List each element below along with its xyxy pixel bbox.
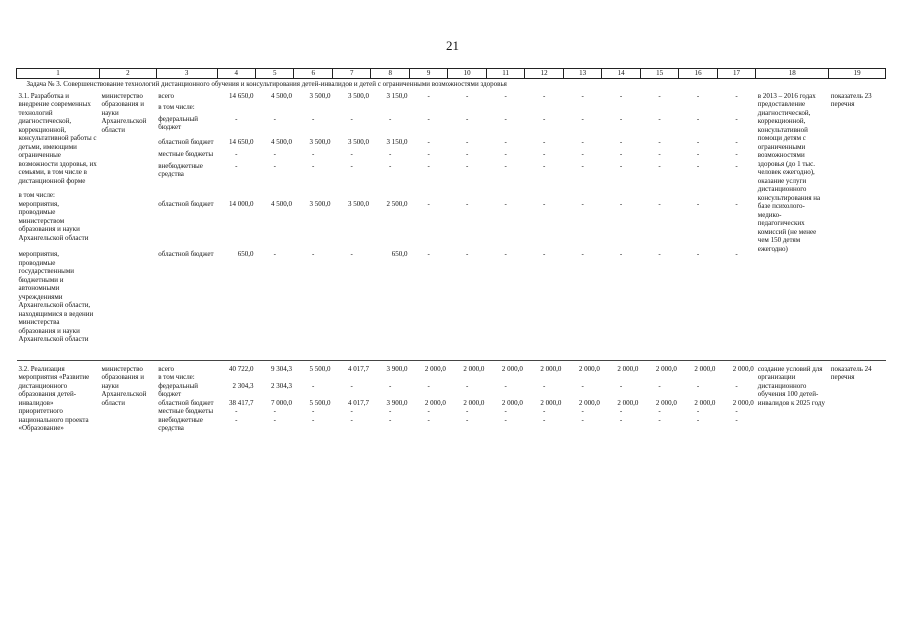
value-cell: - bbox=[235, 149, 238, 158]
empty-cell bbox=[563, 103, 601, 115]
value-cell: - bbox=[312, 415, 315, 424]
empty-cell bbox=[100, 200, 157, 251]
indicator: показатель 24 перечня bbox=[830, 364, 872, 381]
value-cell: - bbox=[735, 250, 738, 258]
value-cell: - bbox=[581, 91, 584, 100]
value-cell: - bbox=[235, 114, 238, 123]
value-cell: - bbox=[735, 199, 738, 208]
value-cell: - bbox=[312, 407, 315, 415]
value-cell: - bbox=[696, 161, 700, 170]
empty-cell bbox=[486, 103, 524, 115]
value-cell: - bbox=[658, 114, 661, 123]
in-that-number-row bbox=[17, 185, 886, 200]
block-row bbox=[17, 92, 886, 104]
value-cell: 3 500,0 bbox=[309, 91, 331, 100]
value-cell: 4 500,0 bbox=[270, 199, 292, 208]
value-cell: 2 000,0 bbox=[655, 364, 677, 373]
header-cell: 19 bbox=[829, 69, 886, 79]
value-cell: - bbox=[658, 91, 661, 100]
header-cell: 16 bbox=[679, 69, 717, 79]
value-cell: - bbox=[619, 161, 623, 170]
value-cell: - bbox=[427, 199, 430, 208]
empty-cell bbox=[294, 103, 332, 115]
funding-source: местные бюджеты bbox=[158, 407, 214, 415]
value-cell: - bbox=[427, 91, 430, 100]
value-cell: - bbox=[542, 138, 546, 147]
empty-cell bbox=[679, 373, 717, 382]
empty-cell bbox=[640, 103, 678, 115]
value-cell: - bbox=[465, 161, 469, 170]
value-cell: 14 000,0 bbox=[229, 199, 254, 208]
value-cell: - bbox=[542, 415, 546, 424]
value-cell: 3 900,0 bbox=[386, 398, 408, 407]
value-cell: - bbox=[389, 381, 392, 390]
value-cell: - bbox=[581, 199, 584, 208]
value-cell: - bbox=[619, 381, 623, 390]
value-cell: 14 650,0 bbox=[229, 91, 254, 100]
value-cell: - bbox=[389, 407, 392, 415]
value-cell: - bbox=[696, 199, 700, 208]
value-cell: 650,0 bbox=[391, 250, 408, 258]
header-cell: 17 bbox=[717, 69, 755, 79]
empty-cell bbox=[332, 373, 370, 382]
value-cell: 650,0 bbox=[237, 250, 254, 258]
value-cell: - bbox=[350, 161, 353, 170]
value-cell: - bbox=[312, 161, 315, 170]
value-cell: - bbox=[658, 161, 661, 170]
empty-cell bbox=[717, 103, 755, 115]
value-cell: 3 500,0 bbox=[309, 199, 331, 208]
value-cell: - bbox=[273, 161, 276, 170]
value-cell: - bbox=[312, 381, 315, 390]
value-cell: - bbox=[504, 138, 507, 147]
value-cell: - bbox=[465, 91, 469, 100]
empty-cell bbox=[409, 103, 447, 115]
value-cell: - bbox=[273, 114, 276, 123]
value-cell: - bbox=[696, 407, 700, 415]
value-cell: - bbox=[273, 415, 276, 424]
expected-result: создание условий для организации дистанционного обучения 100 детей-инвалидов к 2025 году bbox=[757, 364, 825, 407]
value-cell: 2 000,0 bbox=[578, 364, 600, 373]
sub-activity-row bbox=[17, 200, 886, 251]
value-cell: 3 150,0 bbox=[386, 138, 408, 147]
value-cell: 14 650,0 bbox=[229, 138, 254, 147]
header-cell: 11 bbox=[486, 69, 524, 79]
empty-cell bbox=[217, 373, 255, 382]
value-cell: - bbox=[619, 138, 623, 147]
value-cell: - bbox=[465, 149, 469, 158]
in-that-number: в том числе: bbox=[18, 191, 55, 199]
program-activities-table bbox=[16, 68, 886, 433]
value-cell: - bbox=[658, 381, 661, 390]
value-cell: - bbox=[581, 407, 584, 415]
value-cell: - bbox=[619, 91, 623, 100]
value-cell: - bbox=[542, 407, 546, 415]
value-cell: - bbox=[658, 415, 661, 424]
empty-cell bbox=[256, 103, 294, 115]
empty-cell bbox=[486, 373, 524, 382]
header-cell: 8 bbox=[371, 69, 409, 79]
value-cell: 2 000,0 bbox=[501, 398, 523, 407]
executor: министерство образования и науки Архангельской области bbox=[101, 91, 147, 134]
value-cell: - bbox=[465, 381, 469, 390]
funding-source: областной бюджет bbox=[158, 199, 214, 208]
empty-cell bbox=[256, 373, 294, 382]
value-cell: - bbox=[542, 199, 546, 208]
value-cell: - bbox=[735, 114, 738, 123]
value-cell: - bbox=[465, 415, 469, 424]
value-cell: - bbox=[504, 161, 507, 170]
funding-source: федеральный бюджет bbox=[158, 114, 199, 132]
value-cell: 9 304,3 bbox=[270, 364, 292, 373]
value-cell: 2 000,0 bbox=[732, 398, 754, 407]
value-cell: 2 000,0 bbox=[540, 398, 562, 407]
value-cell: 4 500,0 bbox=[270, 91, 292, 100]
value-cell: - bbox=[427, 161, 430, 170]
value-cell: - bbox=[542, 381, 546, 390]
value-cell: 2 000,0 bbox=[424, 364, 446, 373]
value-cell: - bbox=[542, 114, 546, 123]
header-cell: 7 bbox=[332, 69, 370, 79]
value-cell: 3 500,0 bbox=[347, 199, 369, 208]
value-cell: - bbox=[389, 415, 392, 424]
value-cell: 2 000,0 bbox=[463, 364, 485, 373]
value-cell: - bbox=[696, 138, 700, 147]
value-cell: - bbox=[658, 149, 661, 158]
value-cell: - bbox=[735, 91, 738, 100]
value-cell: 2 000,0 bbox=[501, 364, 523, 373]
value-cell: - bbox=[273, 149, 276, 158]
value-cell: - bbox=[696, 415, 700, 424]
value-cell: 38 417,7 bbox=[229, 398, 254, 407]
header-cell: 4 bbox=[217, 69, 255, 79]
empty-cell bbox=[525, 373, 563, 382]
header-cell: 9 bbox=[409, 69, 447, 79]
header-cell: 5 bbox=[256, 69, 294, 79]
value-cell: 4 017,7 bbox=[347, 398, 369, 407]
value-cell: - bbox=[504, 407, 507, 415]
expected-result: в 2013 – 2016 годах предоставление диагностической, коррекционной, консультативной помощи детям с ограниченными возможностями здоровья (до 1 тыс. человек ежегодно), оказание услуги дистанционного консультирования на базе психолого-медико-педагогических комиссий (не менее чем 150 детям ежегодно) bbox=[757, 91, 821, 253]
value-cell: - bbox=[504, 114, 507, 123]
funding-source: внебюджетные средства bbox=[158, 161, 203, 179]
value-cell: - bbox=[619, 407, 623, 415]
sub-activity-name: мероприятия, проводимые государственными бюджетными и автономными учреждениями Архангельской области, находящимися в ведении министерства образования и науки Архангельской области bbox=[18, 250, 94, 343]
value-cell: - bbox=[619, 415, 623, 424]
value-cell: - bbox=[273, 250, 276, 258]
funding-source: областной бюджет bbox=[158, 398, 214, 407]
value-cell: 3 500,0 bbox=[309, 138, 331, 147]
value-cell: 5 500,0 bbox=[309, 398, 331, 407]
empty-cell bbox=[217, 103, 255, 115]
value-cell: - bbox=[658, 138, 661, 147]
executor: министерство образования и науки Архангельской области bbox=[101, 364, 147, 407]
header-cell: 15 bbox=[640, 69, 678, 79]
empty-cell bbox=[563, 373, 601, 382]
funding-source: всего bbox=[158, 91, 175, 100]
empty-cell bbox=[679, 103, 717, 115]
value-cell: - bbox=[581, 161, 584, 170]
value-cell: - bbox=[465, 407, 469, 415]
value-cell: - bbox=[658, 407, 661, 415]
value-cell: - bbox=[235, 407, 238, 415]
sub-activity-name: мероприятия, проводимые министерством образования и науки Архангельской области bbox=[18, 199, 89, 242]
value-cell: - bbox=[427, 114, 430, 123]
activity-name: 3.1. Разработка и внедрение современных технологий диагностической, коррекционной, консультативной работы с детьми, имеющими ограниченные возможности здоровья, их семьями, в том числе в дистанционной форме bbox=[18, 91, 97, 185]
value-cell: 3 500,0 bbox=[347, 138, 369, 147]
funding-source: областной бюджет bbox=[158, 250, 214, 258]
value-cell: - bbox=[504, 149, 507, 158]
value-cell: - bbox=[581, 415, 584, 424]
value-cell: - bbox=[619, 250, 623, 258]
funding-source: в том числе: bbox=[158, 373, 195, 381]
value-cell: - bbox=[350, 381, 353, 390]
value-cell: - bbox=[465, 250, 469, 258]
value-cell: - bbox=[235, 415, 238, 424]
block-row bbox=[17, 365, 886, 374]
value-cell: - bbox=[735, 381, 738, 390]
value-cell: 5 500,0 bbox=[309, 364, 331, 373]
value-cell: - bbox=[581, 114, 584, 123]
value-cell: - bbox=[504, 381, 507, 390]
value-cell: - bbox=[427, 250, 430, 258]
value-cell: - bbox=[504, 199, 507, 208]
value-cell: - bbox=[735, 407, 738, 415]
value-cell: - bbox=[581, 149, 584, 158]
value-cell: 7 000,0 bbox=[270, 398, 292, 407]
value-cell: - bbox=[696, 91, 700, 100]
value-cell: - bbox=[696, 381, 700, 390]
activity-name: 3.2. Реализация мероприятия «Развитие дистанционного образования детей-инвалидов» приоритетного национального проекта «Образование» bbox=[18, 364, 90, 432]
value-cell: - bbox=[312, 114, 315, 123]
value-cell: - bbox=[427, 381, 430, 390]
funding-source: федеральный бюджет bbox=[158, 381, 199, 398]
value-cell: - bbox=[312, 250, 315, 258]
value-cell: 3 900,0 bbox=[386, 364, 408, 373]
empty-cell bbox=[448, 373, 486, 382]
empty-cell bbox=[717, 373, 755, 382]
empty-cell bbox=[602, 103, 640, 115]
value-cell: 4 500,0 bbox=[270, 138, 292, 147]
value-cell: - bbox=[696, 250, 700, 258]
header-row bbox=[17, 69, 886, 79]
value-cell: 2 000,0 bbox=[694, 364, 716, 373]
value-cell: 2 000,0 bbox=[617, 398, 639, 407]
value-cell: - bbox=[350, 250, 353, 258]
header-cell: 13 bbox=[563, 69, 601, 79]
block-separator bbox=[17, 352, 886, 361]
value-cell: - bbox=[427, 415, 430, 424]
funding-source: в том числе: bbox=[158, 103, 195, 112]
value-cell: - bbox=[735, 149, 738, 158]
funding-source: внебюджетные средства bbox=[158, 415, 203, 432]
value-cell: - bbox=[735, 161, 738, 170]
value-cell: - bbox=[581, 250, 584, 258]
header-cell: 2 bbox=[100, 69, 157, 79]
value-cell: - bbox=[619, 149, 623, 158]
value-cell: - bbox=[465, 138, 469, 147]
value-cell: 3 150,0 bbox=[386, 91, 408, 100]
empty-cell bbox=[294, 373, 332, 382]
header-cell: 3 bbox=[156, 69, 217, 79]
value-cell: - bbox=[619, 199, 623, 208]
header-cell: 12 bbox=[525, 69, 563, 79]
value-cell: 4 017,7 bbox=[347, 364, 369, 373]
value-cell: - bbox=[581, 138, 584, 147]
indicator: показатель 23 перечня bbox=[830, 91, 872, 108]
value-cell: - bbox=[350, 415, 353, 424]
value-cell: 2 000,0 bbox=[463, 398, 485, 407]
value-cell: - bbox=[504, 91, 507, 100]
value-cell: - bbox=[542, 250, 546, 258]
value-cell: 2 304,3 bbox=[232, 381, 254, 390]
task-row bbox=[17, 78, 886, 89]
value-cell: - bbox=[389, 161, 392, 170]
header-cell: 10 bbox=[448, 69, 486, 79]
value-cell: - bbox=[696, 149, 700, 158]
funding-source: областной бюджет bbox=[158, 138, 214, 147]
value-cell: - bbox=[465, 199, 469, 208]
value-cell: 2 000,0 bbox=[424, 398, 446, 407]
value-cell: - bbox=[696, 114, 700, 123]
sub-activity-row bbox=[17, 250, 886, 352]
value-cell: - bbox=[735, 138, 738, 147]
value-cell: - bbox=[542, 91, 546, 100]
value-cell: - bbox=[389, 114, 392, 123]
value-cell: - bbox=[427, 407, 430, 415]
value-cell: - bbox=[465, 114, 469, 123]
page-number: 21 bbox=[446, 38, 459, 53]
value-cell: - bbox=[581, 381, 584, 390]
value-cell: - bbox=[389, 149, 392, 158]
value-cell: - bbox=[427, 149, 430, 158]
value-cell: - bbox=[312, 149, 315, 158]
value-cell: 2 000,0 bbox=[732, 364, 754, 373]
value-cell: - bbox=[619, 114, 623, 123]
empty-cell bbox=[100, 250, 157, 352]
empty-cell bbox=[448, 103, 486, 115]
value-cell: 2 304,3 bbox=[270, 381, 292, 390]
empty-cell bbox=[525, 103, 563, 115]
value-cell: - bbox=[350, 114, 353, 123]
value-cell: - bbox=[658, 199, 661, 208]
header-cell: 18 bbox=[756, 69, 829, 79]
value-cell: 40 722,0 bbox=[229, 364, 254, 373]
value-cell: - bbox=[350, 407, 353, 415]
empty-cell bbox=[371, 373, 409, 382]
value-cell: - bbox=[273, 407, 276, 415]
task-title: Задача № 3. Совершенствование технологий дистанционного обучения и консультирования детей-инвалидов и детей с ограниченными возможностями здоровья bbox=[26, 79, 507, 88]
value-cell: 3 500,0 bbox=[347, 91, 369, 100]
empty-cell bbox=[640, 373, 678, 382]
value-cell: 2 500,0 bbox=[386, 199, 408, 208]
value-cell: - bbox=[350, 149, 353, 158]
value-cell: - bbox=[427, 138, 430, 147]
value-cell: - bbox=[504, 250, 507, 258]
value-cell: 2 000,0 bbox=[578, 398, 600, 407]
empty-cell bbox=[602, 373, 640, 382]
header-cell: 1 bbox=[17, 69, 100, 79]
value-cell: 2 000,0 bbox=[540, 364, 562, 373]
header-cell: 14 bbox=[602, 69, 640, 79]
funding-source: всего bbox=[158, 364, 175, 373]
empty-cell bbox=[332, 103, 370, 115]
empty-cell bbox=[409, 373, 447, 382]
empty-cell bbox=[371, 103, 409, 115]
value-cell: 2 000,0 bbox=[617, 364, 639, 373]
value-cell: - bbox=[235, 161, 238, 170]
value-cell: - bbox=[504, 415, 507, 424]
value-cell: 2 000,0 bbox=[694, 398, 716, 407]
value-cell: - bbox=[658, 250, 661, 258]
value-cell: - bbox=[542, 161, 546, 170]
value-cell: - bbox=[735, 415, 738, 424]
header-cell: 6 bbox=[294, 69, 332, 79]
funding-source: местные бюджеты bbox=[158, 149, 214, 158]
value-cell: - bbox=[542, 149, 546, 158]
value-cell: 2 000,0 bbox=[655, 398, 677, 407]
